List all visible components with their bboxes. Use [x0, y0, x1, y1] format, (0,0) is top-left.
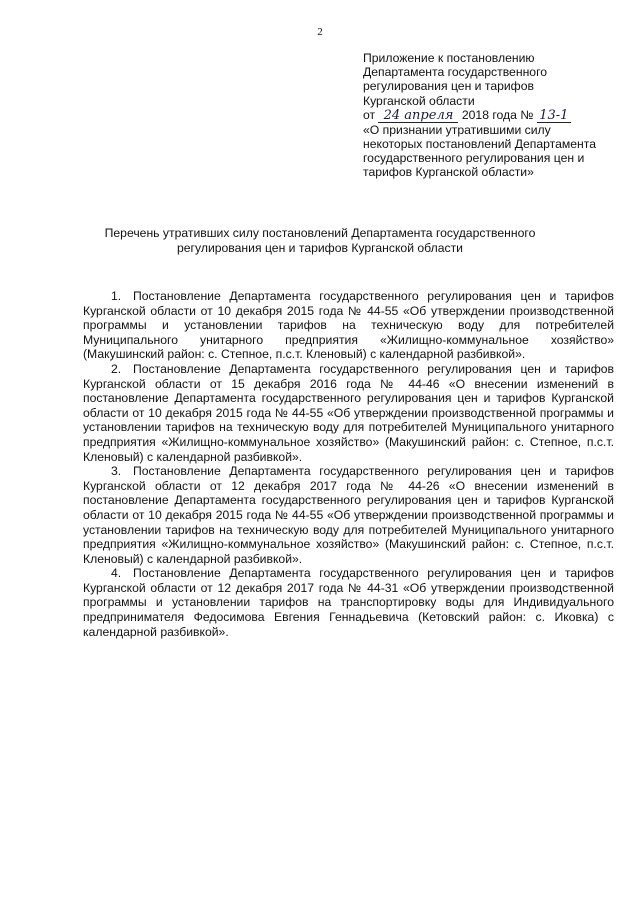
appendix-line: Курганской области [363, 93, 475, 108]
list-item [83, 289, 614, 362]
item-number: 4. [111, 566, 122, 581]
item-text: Постановление Департамента государственного регулирования цен и тарифов Курганской области от 12 декабря 2017 года № 44-26 «О внесении изменений в постановление Департамента государственного регулирования цен и тарифов Курганской области от 10 декабря 2015 года № 44-55 «Об утверждении производственной программы и установлении тарифов на техническую воду для потребителей Муниципального унитарного предприятия «Жилищно-коммунальное хозяйство» (Макушинский район: с. Степное, п.с.т. Кленовый) с календарной разбивкой». [83, 464, 614, 566]
item-text: Постановление Департамента государственного регулирования цен и тарифов Курганской области от 10 декабря 2015 года № 44-55 «Об утверждении производственной программы и установлении тарифов на техническую воду для потребителей Муниципального унитарного предприятия «Жилищно-коммунальное хозяйство» (Макушинский район: с. Степное, п.с.т. Кленовый) с календарной разбивкой». [83, 289, 614, 362]
appendix-header [363, 51, 628, 180]
appendix-subject-line: государственного регулирования цен и [363, 151, 585, 166]
item-number: 3. [111, 464, 122, 479]
appendix-line: регулирования цен и тарифов [363, 79, 534, 94]
list-item [83, 362, 614, 464]
appendix-date-line [363, 108, 628, 123]
from-prefix: от [363, 107, 376, 122]
title-line: Перечень утративших силу постановлений Департамента государственного [104, 226, 536, 240]
handwritten-date: 24 апреля [378, 110, 458, 123]
page-number: 2 [317, 26, 323, 38]
item-text: Постановление Департамента государственного регулирования цен и тарифов Курганской области от 15 декабря 2016 года № 44-46 «О внесении изменений в постановление Департамента государственного регулирования цен и тарифов Курганской области от 10 декабря 2015 года № 44-55 «Об утверждении производственной программы и установлении тарифов на техническую воду для потребителей Муниципального унитарного предприятия «Жилищно-коммунальное хозяйство» (Макушинский район: с. Степное, п.с.т. Кленовый) с календарной разбивкой». [83, 361, 614, 464]
list-item [83, 566, 614, 639]
appendix-subject-line: «О признании утратившими силу [363, 122, 551, 137]
item-number: 1. [111, 289, 122, 303]
revoked-resolutions-list [83, 289, 614, 639]
appendix-line: Департамента государственного [363, 65, 548, 80]
appendix-subject-line: тарифов Курганской области» [363, 165, 534, 180]
appendix-subject-line: некоторых постановлений Департамента [363, 137, 597, 152]
year-text: 2018 года № [461, 107, 534, 122]
list-item [83, 464, 614, 566]
appendix-line: Приложение к постановлению [363, 51, 535, 65]
item-text: Постановление Департамента государственного регулирования цен и тарифов Курганской области от 12 декабря 2017 года № 44-31 «Об утверждении производственной программы и установлении тарифов на транспортировку воды для Индивидуального предпринимателя Федосимова Евгения Геннадьевича (Кетовский район: с. Иковка) с календарной разбивкой». [83, 566, 614, 639]
item-number: 2. [111, 361, 122, 376]
title-line: регулирования цен и тарифов Курганской области [177, 240, 463, 255]
document-title [60, 226, 580, 255]
handwritten-number: 13-1 [537, 110, 571, 123]
